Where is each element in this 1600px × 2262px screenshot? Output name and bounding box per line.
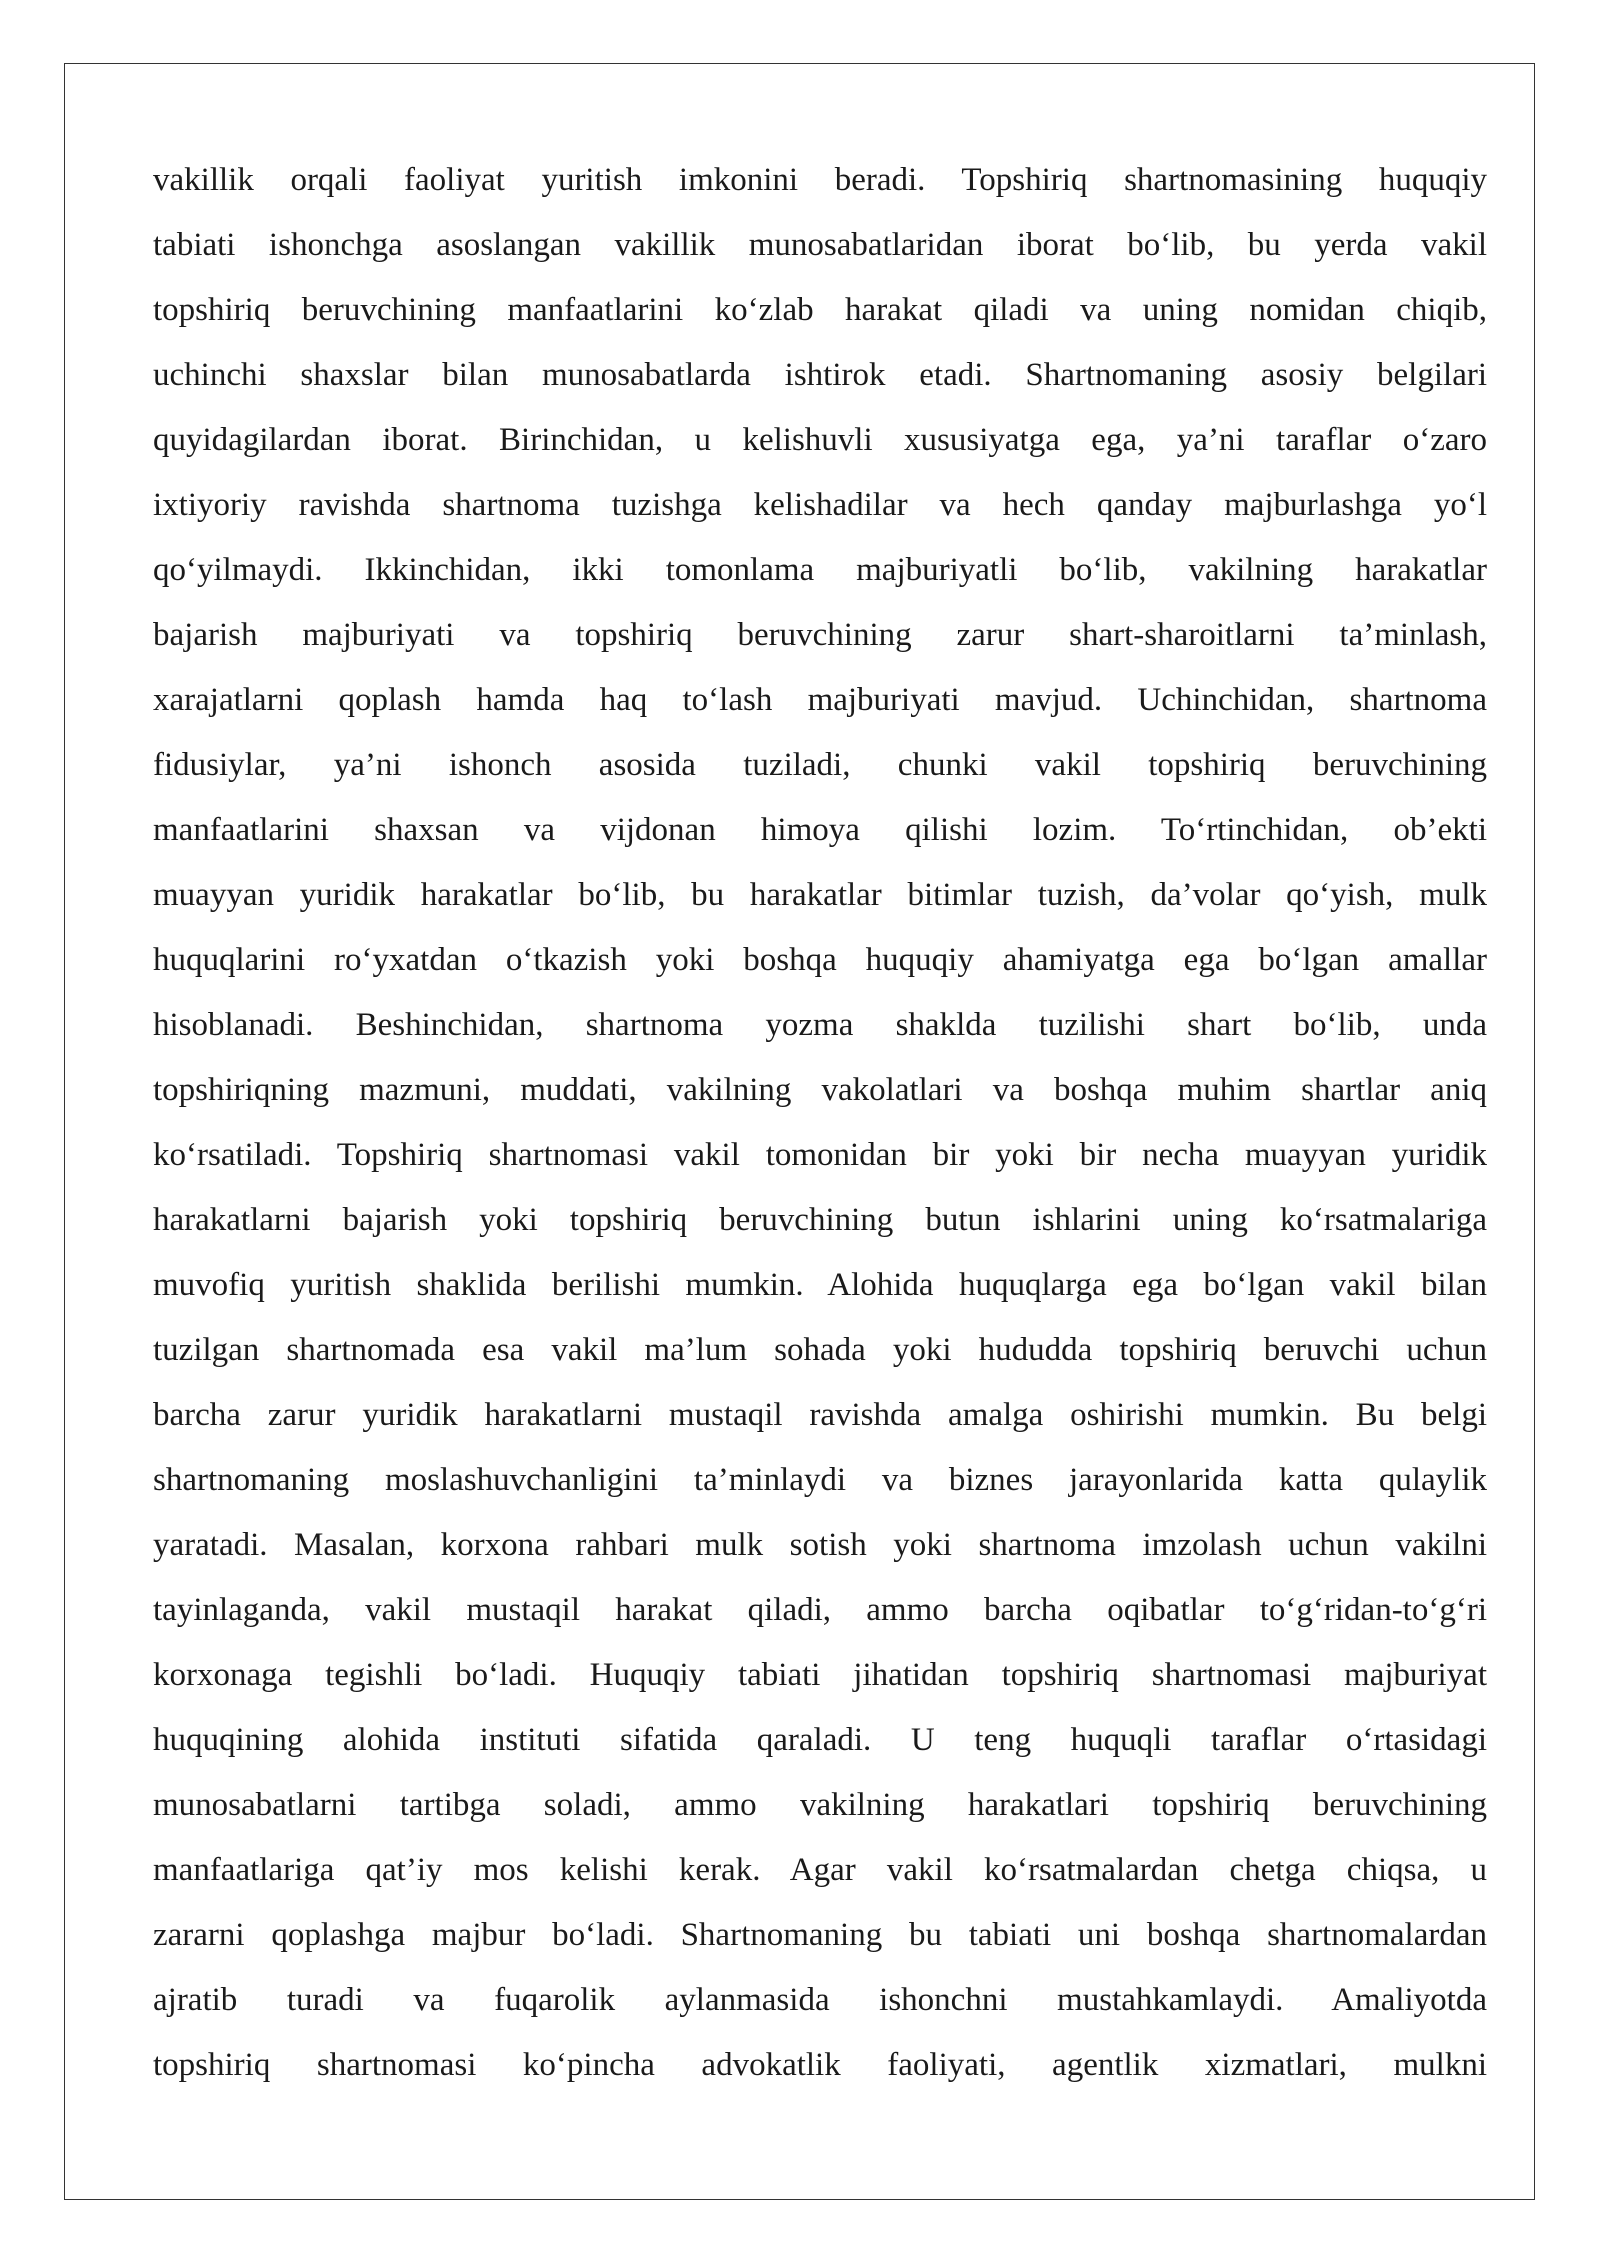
text-line-20: barcha zarur yuridik harakatlarni mustaqil ravishda amalga oshirishi mumkin. Bu belgi (153, 1397, 1487, 1433)
text-line-7: qo‘yilmaydi. Ikkinchidan, ikki tomonlama majburiyatli bo‘lib, vakilning harakatlar (153, 552, 1487, 588)
text-line-16: ko‘rsatiladi. Topshiriq shartnomasi vakil tomonidan bir yoki bir necha muayyan yuridik (153, 1137, 1487, 1173)
text-line-5: quyidagilardan iborat. Birinchidan, u kelishuvli xususiyatga ega, ya’ni taraflar o‘zaro (153, 422, 1487, 458)
text-line-9: xarajatlarni qoplash hamda haq to‘lash majburiyati mavjud. Uchinchidan, shartnoma (153, 682, 1487, 718)
text-line-12: muayyan yuridik harakatlar bo‘lib, bu harakatlar bitimlar tuzish, da’volar qo‘yish, mulk (153, 877, 1487, 913)
text-line-4: uchinchi shaxslar bilan munosabatlarda ishtirok etadi. Shartnomaning asosiy belgilari (153, 357, 1487, 393)
text-line-23: tayinlaganda, vakil mustaqil harakat qiladi, ammo barcha oqibatlar to‘g‘ridan-to‘g‘ri (153, 1592, 1487, 1628)
text-line-8: bajarish majburiyati va topshiriq beruvchining zarur shart-sharoitlarni ta’minlash, (153, 617, 1487, 653)
text-line-22: yaratadi. Masalan, korxona rahbari mulk sotish yoki shartnoma imzolash uchun vakilni (153, 1527, 1487, 1563)
text-line-15: topshiriqning mazmuni, muddati, vakilning vakolatlari va boshqa muhim shartlar aniq (153, 1072, 1487, 1108)
text-line-28: zararni qoplashga majbur bo‘ladi. Shartnomaning bu tabiati uni boshqa shartnomalardan (153, 1917, 1487, 1953)
document-body-paragraph (153, 148, 1487, 2098)
text-line-18: muvofiq yuritish shaklida berilishi mumkin. Alohida huquqlarga ega bo‘lgan vakil bilan (153, 1267, 1487, 1303)
text-line-2: tabiati ishonchga asoslangan vakillik munosabatlaridan iborat bo‘lib, bu yerda vakil (153, 227, 1487, 263)
text-line-3: topshiriq beruvchining manfaatlarini ko‘zlab harakat qiladi va uning nomidan chiqib, (153, 292, 1487, 328)
text-line-30: topshiriq shartnomasi ko‘pincha advokatlik faoliyati, agentlik xizmatlari, mulkni (153, 2047, 1487, 2083)
text-line-24: korxonaga tegishli bo‘ladi. Huquqiy tabiati jihatidan topshiriq shartnomasi majburiyat (153, 1657, 1487, 1693)
text-line-11: manfaatlarini shaxsan va vijdonan himoya qilishi lozim. To‘rtinchidan, ob’ekti (153, 812, 1487, 848)
text-line-21: shartnomaning moslashuvchanligini ta’minlaydi va biznes jarayonlarida katta qulaylik (153, 1462, 1487, 1498)
text-line-27: manfaatlariga qat’iy mos kelishi kerak. Agar vakil ko‘rsatmalardan chetga chiqsa, u (153, 1852, 1487, 1888)
text-line-25: huquqining alohida instituti sifatida qaraladi. U teng huquqli taraflar o‘rtasidagi (153, 1722, 1487, 1758)
text-line-6: ixtiyoriy ravishda shartnoma tuzishga kelishadilar va hech qanday majburlashga yo‘l (153, 487, 1487, 523)
text-line-10: fidusiylar, ya’ni ishonch asosida tuziladi, chunki vakil topshiriq beruvchining (153, 747, 1487, 783)
text-line-26: munosabatlarni tartibga soladi, ammo vakilning harakatlari topshiriq beruvchining (153, 1787, 1487, 1823)
text-line-13: huquqlarini ro‘yxatdan o‘tkazish yoki boshqa huquqiy ahamiyatga ega bo‘lgan amallar (153, 942, 1487, 978)
text-line-14: hisoblanadi. Beshinchidan, shartnoma yozma shaklda tuzilishi shart bo‘lib, unda (153, 1007, 1487, 1043)
text-line-1: vakillik orqali faoliyat yuritish imkonini beradi. Topshiriq shartnomasining huquqiy (153, 162, 1487, 198)
text-line-19: tuzilgan shartnomada esa vakil ma’lum sohada yoki hududda topshiriq beruvchi uchun (153, 1332, 1487, 1368)
text-line-29: ajratib turadi va fuqarolik aylanmasida ishonchni mustahkamlaydi. Amaliyotda (153, 1982, 1487, 2018)
text-line-17: harakatlarni bajarish yoki topshiriq beruvchining butun ishlarini uning ko‘rsatmalariga (153, 1202, 1487, 1238)
